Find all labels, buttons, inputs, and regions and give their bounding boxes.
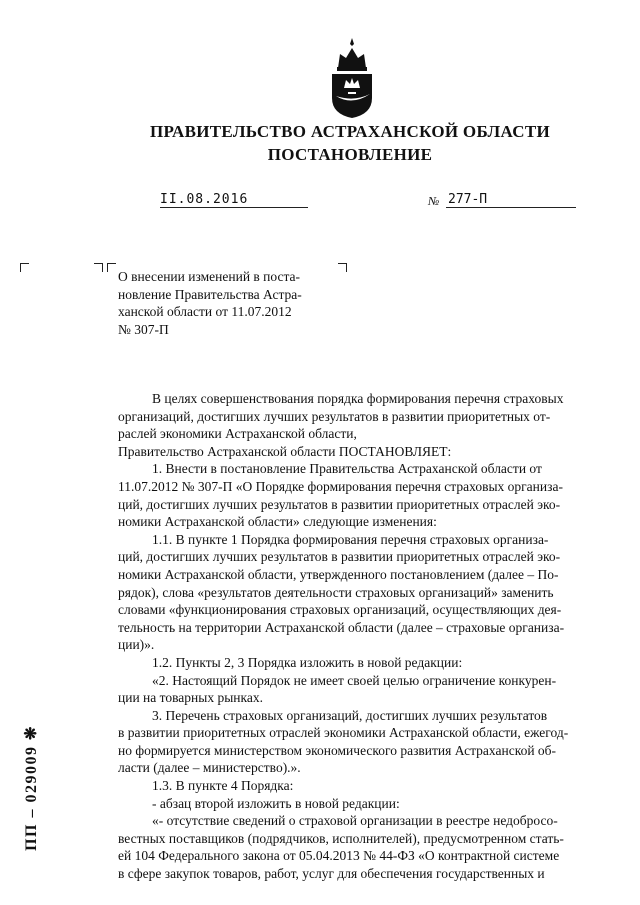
body-line: В целях совершенствования порядка формирования перечня страховых — [152, 391, 564, 406]
subject-line: О внесении изменений в поста- — [118, 269, 301, 284]
body-line: словами «функционирования страховых организаций, осуществляющих дея- — [118, 602, 562, 618]
body-line: ций, достигших лучших результатов в развитии приоритетных отраслей эко- — [118, 549, 561, 565]
subject-line: новление Правительства Астра- — [118, 286, 302, 302]
body-line: «- отсутствие сведений о страховой организации в реестре недобросо- — [152, 813, 558, 829]
body-line: ей 104 Федерального закона от 05.04.2013 № 44-ФЗ «О контрактной системе — [118, 848, 560, 864]
body-line: 1.2. Пункты 2, 3 Порядка изложить в новой редакции: — [152, 654, 463, 670]
document-type-title: ПОСТАНОВЛЕНИЕ — [267, 145, 433, 164]
body-line: Правительство Астраханской области ПОСТАНОВЛЯЕТ: — [118, 443, 452, 459]
body-line: организаций, достигших лучших результатов в развитии приоритетных от- — [118, 408, 551, 424]
body-line: 1. Внести в постановление Правительства Астраханской области от — [152, 461, 542, 477]
body-line: вестных поставщиков (подрядчиков, исполнителей), предусмотренном стать- — [118, 830, 564, 846]
body-line: 11.07.2012 № 307-П «О Порядке формирования перечня страховых организа- — [118, 478, 563, 494]
coat-of-arms-emblem — [324, 36, 380, 120]
body-line: в сфере закупок товаров, работ, услуг для обеспечения государственных и — [118, 866, 545, 882]
body-line: «2. Настоящий Порядок не имеет своей целью ограничение конкурен- — [152, 672, 557, 688]
body-line: рядок), слова «результатов деятельности страховых организаций» заменить — [118, 584, 554, 600]
body-line: номики Астраханской области, утвержденного постановлением (далее – По- — [118, 566, 559, 582]
body-line: ласти (далее – министерство).». — [118, 760, 301, 776]
corner-mark — [107, 263, 116, 272]
document-subject — [118, 268, 345, 338]
subject-line: ханской области от 11.07.2012 — [118, 304, 292, 319]
corner-mark — [20, 263, 29, 272]
subject-line: № 307-П — [118, 321, 169, 337]
form-serial-stamp — [16, 700, 46, 875]
corner-mark — [94, 263, 103, 272]
body-line: номики Астраханской области» следующие изменения: — [118, 514, 437, 530]
document-number: 277-П — [446, 192, 576, 208]
form-serial-number: ПП – 029009 ❋ — [23, 724, 40, 851]
body-line: ций, достигших лучших результатов в развитии приоритетных отраслей эко- — [118, 496, 561, 512]
body-line: - абзац второй изложить в новой редакции: — [152, 795, 400, 811]
document-date: II.08.2016 — [160, 192, 308, 208]
organization-title: ПРАВИТЕЛЬСТВО АСТРАХАНСКОЙ ОБЛАСТИ — [150, 122, 550, 141]
body-line: в развитии приоритетных отраслей экономики Астраханской области, ежегод- — [118, 725, 569, 741]
document-number-label: № — [428, 194, 440, 208]
body-line: но формируется министерством экономического развития Астраханской об- — [118, 742, 557, 758]
body-line: тельность на территории Астраханской области (далее – страховые организа- — [118, 619, 565, 635]
body-line: ции)». — [118, 637, 155, 653]
body-line: 1.3. В пункте 4 Порядка: — [152, 778, 294, 794]
body-line: ции на товарных рынках. — [118, 690, 263, 706]
document-body — [118, 390, 618, 883]
body-line: 3. Перечень страховых организаций, достигших лучших результатов — [152, 707, 548, 723]
body-line: раслей экономики Астраханской области, — [118, 426, 357, 442]
body-line: 1.1. В пункте 1 Порядка формирования перечня страховых организа- — [152, 531, 549, 547]
